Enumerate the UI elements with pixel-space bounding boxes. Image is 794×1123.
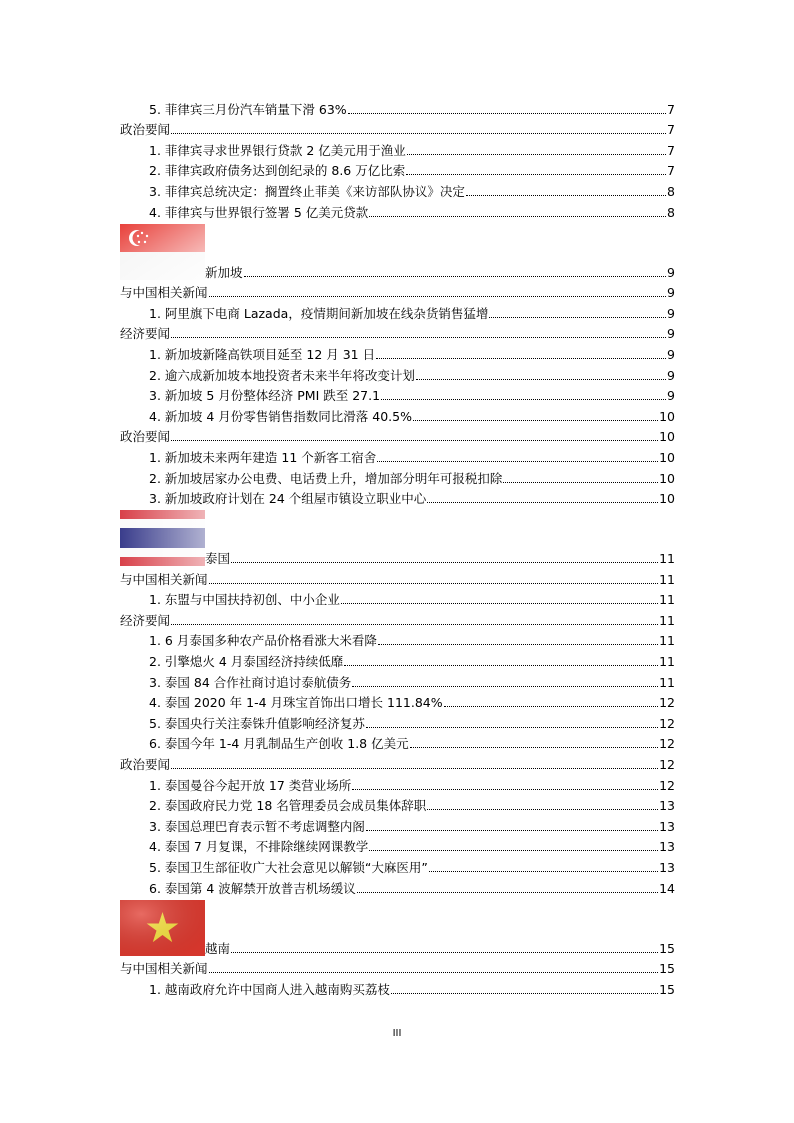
toc-entry-page-number: 8 [667,183,675,199]
toc-entry-page-number: 10 [659,491,675,507]
toc-entry-page-number: 14 [659,880,675,896]
toc-entry-page-number: 13 [659,818,675,834]
dot-leader [171,336,666,338]
toc-country-entry[interactable] [120,896,675,956]
toc-item-entry[interactable] [120,444,675,465]
dot-leader [209,971,659,973]
toc-entry-page-number: 15 [659,981,675,997]
toc-entry-page-number: 9 [667,346,675,362]
toc-entry-page-number: 9 [667,388,675,404]
toc-section-entry[interactable] [120,751,675,772]
toc-entry-title: 1. 东盟与中国扶持初创、中小企业 [149,592,340,608]
dot-leader [466,194,666,196]
toc-entry-title: 新加坡 [205,264,243,280]
toc-section-entry[interactable] [120,566,675,587]
dot-leader [352,685,658,687]
dot-leader [429,870,658,872]
toc-entry-page-number: 7 [667,142,675,158]
toc-item-entry[interactable] [120,710,675,731]
toc-entry-title: 与中国相关新闻 [120,571,208,587]
dot-leader [209,295,667,297]
toc-entry-page-number: 10 [659,470,675,486]
toc-country-entry[interactable] [120,220,675,280]
toc-entry-title: 与中国相关新闻 [120,285,208,301]
toc-entry-title: 4. 泰国 7 月复课，不排除继续网课教学 [149,839,369,855]
dot-leader [444,705,658,707]
toc-item-entry[interactable] [120,875,675,896]
dot-leader [406,173,666,175]
toc-item-entry[interactable] [120,813,675,834]
dot-leader [209,582,659,584]
dot-leader [171,132,666,134]
toc-item-entry[interactable] [120,834,675,855]
toc-entry-title: 4. 菲律宾与世界银行签署 5 亿美元贷款 [149,204,369,220]
dot-leader [171,623,658,625]
toc-item-entry[interactable] [120,96,675,117]
toc-entry-page-number: 13 [659,839,675,855]
toc-entry-page-number: 7 [667,163,675,179]
toc-entry-page-number: 9 [667,264,675,280]
dot-leader [352,788,658,790]
dot-leader [413,419,658,421]
toc-entry-title: 政治要闻 [120,429,171,445]
toc-entry-title: 3. 新加坡 5 月份整体经济 PMI 跌至 27.1 [149,388,381,404]
toc-entry-page-number: 11 [659,612,675,628]
toc-entry-page-number: 12 [659,695,675,711]
page-footer-number: III [392,1028,402,1039]
singapore-flag [120,224,205,280]
dot-leader [416,378,666,380]
toc-entry-title: 1. 菲律宾寻求世界银行贷款 2 亿美元用于渔业 [149,142,406,158]
dot-leader [341,602,658,604]
toc-item-entry[interactable] [120,587,675,608]
dot-leader [369,849,658,851]
toc-entry-title: 越南 [205,940,231,956]
toc-item-entry[interactable] [120,976,675,997]
toc-entry-title: 1. 越南政府允许中国商人进入越南购买荔枝 [149,981,390,997]
dot-leader [407,153,666,155]
dot-leader [369,215,666,217]
toc-entry-page-number: 8 [667,204,675,220]
toc-entry-page-number: 9 [667,285,675,301]
toc-item-entry[interactable] [120,158,675,179]
toc-entry-title: 4. 新加坡 4 月份零售销售指数同比滑落 40.5% [149,408,412,424]
toc-entry-page-number: 11 [659,592,675,608]
toc-entry-title: 2. 泰国政府民力党 18 名管理委员会成员集体辞职 [149,798,427,814]
toc-item-entry[interactable] [120,178,675,199]
dot-leader [231,561,658,563]
toc-entry-title: 泰国 [205,551,231,567]
table-of-contents [120,96,675,997]
toc-entry-page-number: 11 [659,654,675,670]
toc-country-entry[interactable] [120,506,675,566]
toc-item-entry[interactable] [120,465,675,486]
toc-entry-title: 6. 泰国今年 1-4 月乳制品生产创收 1.8 亿美元 [149,736,409,752]
toc-entry-title: 3. 新加坡政府计划在 24 个组屋市镇设立职业中心 [149,491,427,507]
toc-entry-page-number: 7 [667,101,675,117]
dot-leader [366,726,658,728]
dot-leader [231,951,658,953]
toc-entry-title: 2. 引擎熄火 4 月泰国经济持续低靡 [149,654,344,670]
thailand-flag [120,510,205,566]
toc-entry-page-number: 12 [659,715,675,731]
toc-entry-title: 4. 泰国 2020 年 1-4 月珠宝首饰出口增长 111.84% [149,695,443,711]
toc-item-entry[interactable] [120,854,675,875]
toc-item-entry[interactable] [120,341,675,362]
toc-entry-title: 5. 菲律宾三月份汽车销量下滑 63% [149,101,347,117]
dot-leader [503,481,658,483]
toc-item-entry[interactable] [120,383,675,404]
dot-leader [366,829,658,831]
toc-entry-title: 1. 阿里旗下电商 Lazada，疫情期间新加坡在线杂货销售猛增 [149,305,489,321]
toc-item-entry[interactable] [120,648,675,669]
dot-leader [378,643,658,645]
toc-entry-page-number: 10 [659,408,675,424]
toc-entry-title: 1. 新加坡新隆高铁项目延至 12 月 31 日 [149,346,376,362]
toc-entry-page-number: 12 [659,777,675,793]
vietnam-flag [120,900,205,956]
toc-section-entry[interactable] [120,424,675,445]
toc-entry-page-number: 7 [667,122,675,138]
toc-entry-page-number: 12 [659,757,675,773]
dot-leader [171,439,658,441]
toc-entry-page-number: 9 [667,326,675,342]
toc-item-entry[interactable] [120,772,675,793]
toc-entry-page-number: 15 [659,961,675,977]
toc-entry-page-number: 11 [659,551,675,567]
toc-entry-title: 3. 泰国 84 合作社商讨追讨泰航债务 [149,674,352,690]
toc-entry-title: 政治要闻 [120,122,171,138]
toc-entry-title: 2. 新加坡居家办公电费、电话费上升，增加部分明年可报税扣除 [149,470,503,486]
toc-entry-title: 2. 菲律宾政府债务达到创纪录的 8.6 万亿比索 [149,163,406,179]
toc-entry-page-number: 15 [659,940,675,956]
dot-leader [381,398,666,400]
toc-entry-page-number: 11 [659,571,675,587]
toc-entry-page-number: 13 [659,860,675,875]
toc-entry-title: 2. 逾六成新加坡本地投资者未来半年将改变计划 [149,367,415,383]
toc-item-entry[interactable] [120,669,675,690]
toc-item-entry[interactable] [120,362,675,383]
dot-leader [344,664,658,666]
toc-section-entry[interactable] [120,607,675,628]
dot-leader [377,460,658,462]
toc-entry-title: 3. 菲律宾总统决定：搁置终止菲美《来访部队协议》决定 [149,183,465,199]
dot-leader [391,992,658,994]
dot-leader [427,501,658,503]
toc-item-entry[interactable] [120,731,675,752]
toc-entry-page-number: 9 [667,367,675,383]
toc-section-entry[interactable] [120,321,675,342]
toc-entry-page-number: 10 [659,449,675,465]
toc-entry-title: 5. 泰国卫生部征收广大社会意见以解锁“大麻医用” [149,860,428,875]
toc-item-entry[interactable] [120,300,675,321]
toc-item-entry[interactable] [120,690,675,711]
toc-section-entry[interactable] [120,280,675,301]
toc-entry-title: 1. 6 月泰国多种农产品价格看涨大米看降 [149,633,377,649]
toc-item-entry[interactable] [120,628,675,649]
toc-entry-title: 经济要闻 [120,612,171,628]
toc-entry-page-number: 11 [659,674,675,690]
dot-leader [410,746,659,748]
toc-item-entry[interactable] [120,793,675,814]
dot-leader [489,316,666,318]
toc-entry-page-number: 9 [667,305,675,321]
dot-leader [357,891,658,893]
toc-entry-title: 1. 新加坡未来两年建造 11 个新客工宿舍 [149,449,377,465]
toc-entry-page-number: 10 [659,429,675,445]
toc-entry-title: 6. 泰国第 4 波解禁开放普吉机场缓议 [149,880,356,896]
toc-entry-title: 政治要闻 [120,757,171,773]
toc-item-entry[interactable] [120,199,675,220]
dot-leader [427,808,658,810]
toc-item-entry[interactable] [120,137,675,158]
toc-section-entry[interactable] [120,956,675,977]
dot-leader [376,357,666,359]
toc-entry-page-number: 12 [659,736,675,752]
toc-entry-title: 经济要闻 [120,326,171,342]
toc-entry-page-number: 11 [659,633,675,649]
toc-entry-title: 5. 泰国央行关注泰铢升值影响经济复苏 [149,715,365,731]
toc-entry-title: 与中国相关新闻 [120,961,208,977]
toc-item-entry[interactable] [120,403,675,424]
dot-leader [244,275,667,277]
toc-section-entry[interactable] [120,117,675,138]
dot-leader [348,112,666,114]
toc-entry-title: 3. 泰国总理巴育表示暂不考虑调整内阁 [149,818,365,834]
toc-entry-title: 1. 泰国曼谷今起开放 17 类营业场所 [149,777,352,793]
dot-leader [171,767,658,769]
toc-item-entry[interactable] [120,486,675,507]
toc-entry-page-number: 13 [659,798,675,814]
